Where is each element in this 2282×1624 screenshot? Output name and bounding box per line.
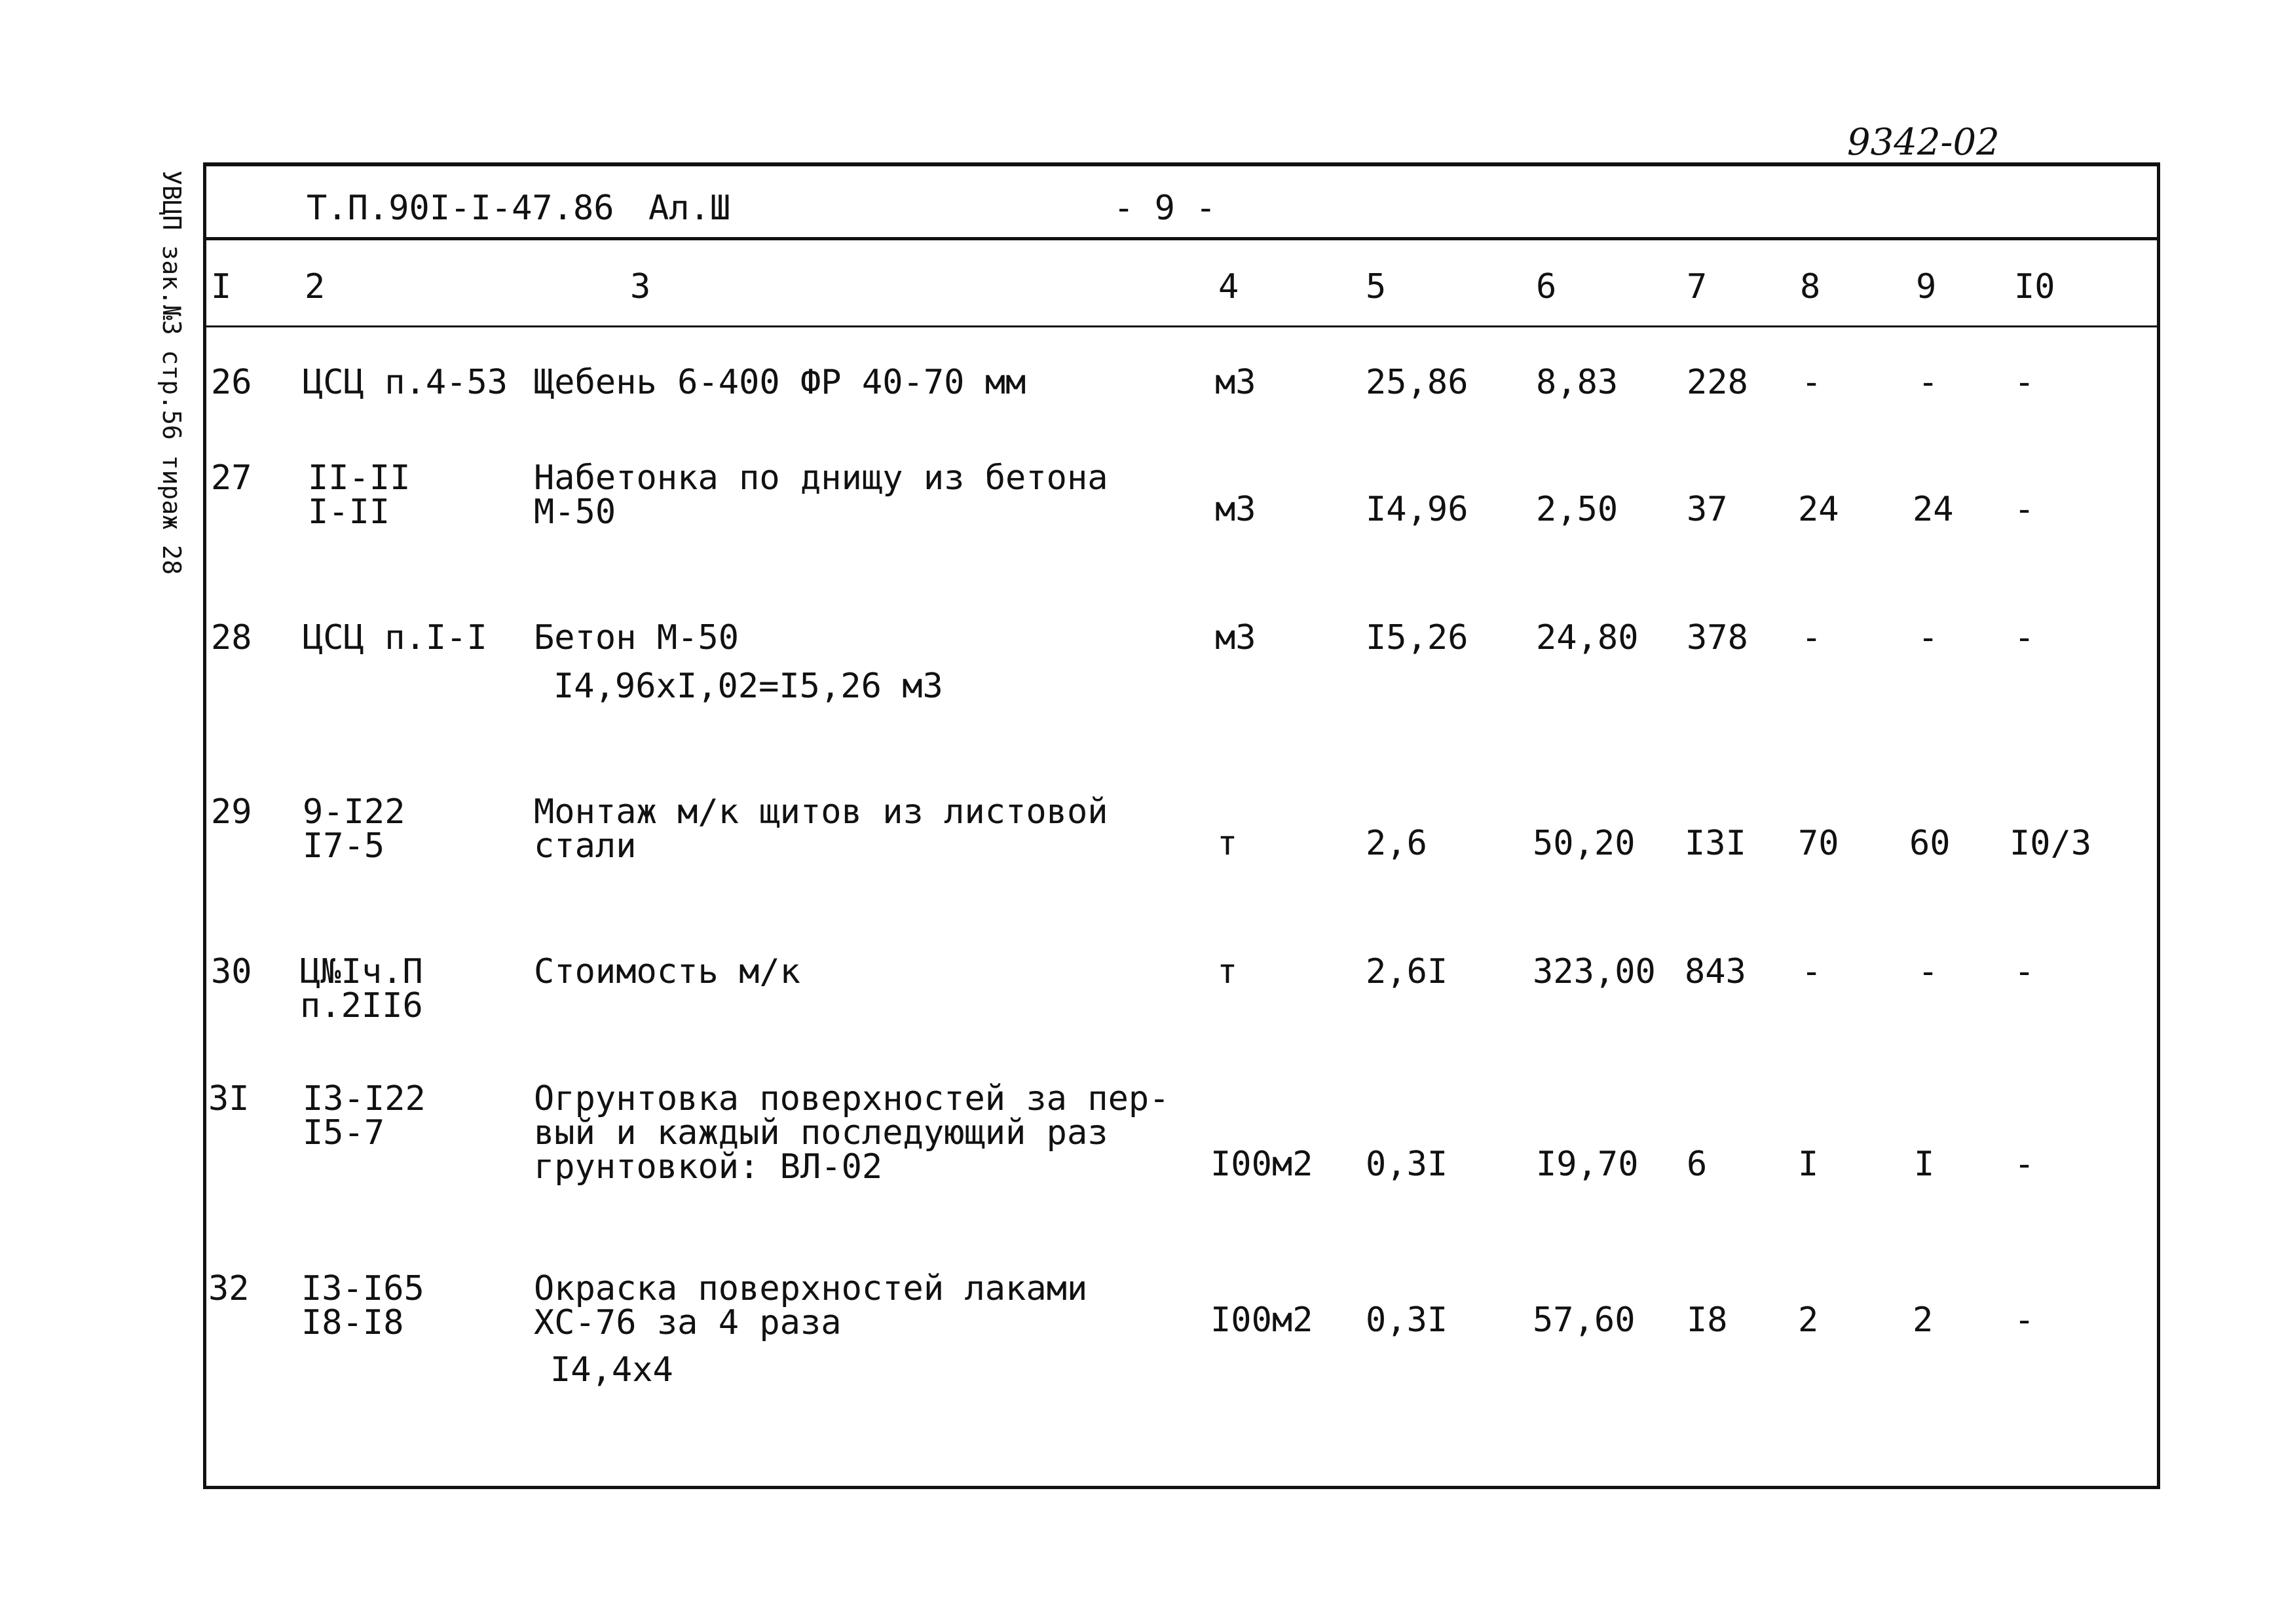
col-9-value: 2 bbox=[1913, 1301, 1934, 1340]
total-cost: 843 bbox=[1685, 952, 1746, 991]
calculation-note: I4,96хI,02=I5,26 м3 bbox=[553, 667, 943, 706]
work-description: Монтаж м/к щитов из листовой стали bbox=[534, 792, 1108, 866]
column-header: 7 bbox=[1687, 267, 1708, 306]
col-10-value: - bbox=[2014, 490, 2035, 529]
total-cost: 378 bbox=[1687, 618, 1748, 657]
unit: т bbox=[1217, 824, 1238, 863]
unit-price: 57,60 bbox=[1533, 1301, 1636, 1340]
quantity: I5,26 bbox=[1366, 618, 1468, 657]
work-description: Щебень 6-400 ФР 40-70 мм bbox=[534, 363, 1026, 402]
col-8-value: 24 bbox=[1798, 490, 1839, 529]
header-divider bbox=[203, 237, 2160, 240]
col-9-value: - bbox=[1918, 618, 1939, 657]
side-margin-note bbox=[144, 170, 203, 575]
quantity: 0,3I bbox=[1366, 1301, 1448, 1340]
norm-code: Ц№Iч.П п.2II6 bbox=[300, 952, 423, 1025]
unit-price: 8,83 bbox=[1536, 363, 1618, 402]
row-number: 29 bbox=[211, 792, 252, 832]
unit: т bbox=[1217, 952, 1238, 991]
col-10-value: - bbox=[2014, 363, 2035, 402]
col-8-value: 2 bbox=[1798, 1301, 1819, 1340]
album-label: Ал.Ш bbox=[648, 189, 731, 228]
total-cost: 228 bbox=[1687, 363, 1748, 402]
row-number: 26 bbox=[211, 363, 252, 402]
quantity: I4,96 bbox=[1366, 490, 1468, 529]
side-note-text: УВЦП зак.№3 стр.56 тираж 28 bbox=[157, 170, 186, 575]
column-header: I0 bbox=[2014, 267, 2055, 306]
column-header: 2 bbox=[305, 267, 326, 306]
work-description: Набетонка по днищу из бетона М-50 bbox=[534, 458, 1108, 532]
quantity: 2,6 bbox=[1366, 824, 1427, 863]
col-9-value: - bbox=[1918, 363, 1939, 402]
document-number: 9342-02 bbox=[1847, 121, 2000, 164]
table-frame bbox=[203, 162, 2160, 1489]
column-header: 6 bbox=[1536, 267, 1557, 306]
unit-price: 2,50 bbox=[1536, 490, 1618, 529]
total-cost: 37 bbox=[1687, 490, 1728, 529]
unit-price: 323,00 bbox=[1533, 952, 1656, 991]
col-9-value: I bbox=[1914, 1145, 1935, 1184]
row-number: 3I bbox=[208, 1079, 250, 1118]
total-cost: I3I bbox=[1685, 824, 1746, 863]
norm-code: I3-I22 I5-7 bbox=[303, 1079, 426, 1153]
norm-code: 9-I22 I7-5 bbox=[303, 792, 405, 866]
column-header: I bbox=[211, 267, 232, 306]
col-9-value: 24 bbox=[1913, 490, 1954, 529]
quantity: 25,86 bbox=[1366, 363, 1468, 402]
unit: м3 bbox=[1215, 490, 1256, 529]
page-number: - 9 - bbox=[1113, 189, 1216, 228]
col-10-value: - bbox=[2014, 1301, 2035, 1340]
col-10-value: - bbox=[2014, 618, 2035, 657]
unit-price: 24,80 bbox=[1536, 618, 1639, 657]
norm-code: ЦСЦ п.4-53 bbox=[303, 363, 508, 402]
calculation-note: I4,4х4 bbox=[550, 1350, 673, 1390]
norm-code: ЦСЦ п.I-I bbox=[303, 618, 487, 657]
work-description: Огрунтовка поверхностей за пер- вый и каждый последующий раз грунтовкой: ВЛ-02 bbox=[534, 1079, 1170, 1187]
norm-code: II-II I-II bbox=[308, 458, 411, 532]
column-header-divider bbox=[203, 325, 2160, 327]
row-number: 28 bbox=[211, 618, 252, 657]
unit-price: I9,70 bbox=[1536, 1145, 1639, 1184]
document-code: Т.П.90I-I-47.86 bbox=[307, 189, 614, 228]
row-number: 32 bbox=[208, 1269, 250, 1308]
column-header: 4 bbox=[1218, 267, 1239, 306]
unit: м3 bbox=[1215, 363, 1256, 402]
col-8-value: 70 bbox=[1798, 824, 1839, 863]
total-cost: 6 bbox=[1687, 1145, 1708, 1184]
row-number: 27 bbox=[211, 458, 252, 498]
col-8-value: - bbox=[1801, 952, 1822, 991]
unit: м3 bbox=[1215, 618, 1256, 657]
col-8-value: I bbox=[1798, 1145, 1819, 1184]
unit: I00м2 bbox=[1210, 1145, 1313, 1184]
column-header: 5 bbox=[1366, 267, 1387, 306]
unit: I00м2 bbox=[1210, 1301, 1313, 1340]
quantity: 2,6I bbox=[1366, 952, 1448, 991]
row-number: 30 bbox=[211, 952, 252, 991]
norm-code: I3-I65 I8-I8 bbox=[301, 1269, 424, 1342]
col-8-value: - bbox=[1801, 618, 1822, 657]
total-cost: I8 bbox=[1687, 1301, 1728, 1340]
column-header: 3 bbox=[630, 267, 651, 306]
quantity: 0,3I bbox=[1366, 1145, 1448, 1184]
work-description: Бетон М-50 bbox=[534, 618, 739, 657]
col-9-value: 60 bbox=[1909, 824, 1951, 863]
col-10-value: - bbox=[2014, 952, 2035, 991]
col-10-value: - bbox=[2014, 1145, 2035, 1184]
col-9-value: - bbox=[1918, 952, 1939, 991]
work-description: Окраска поверхностей лаками ХС-76 за 4 раза bbox=[534, 1269, 1088, 1342]
col-10-value: I0/3 bbox=[2010, 824, 2092, 863]
column-header: 8 bbox=[1800, 267, 1821, 306]
work-description: Стоимость м/к bbox=[534, 952, 800, 991]
unit-price: 50,20 bbox=[1533, 824, 1636, 863]
col-8-value: - bbox=[1801, 363, 1822, 402]
column-header: 9 bbox=[1916, 267, 1937, 306]
